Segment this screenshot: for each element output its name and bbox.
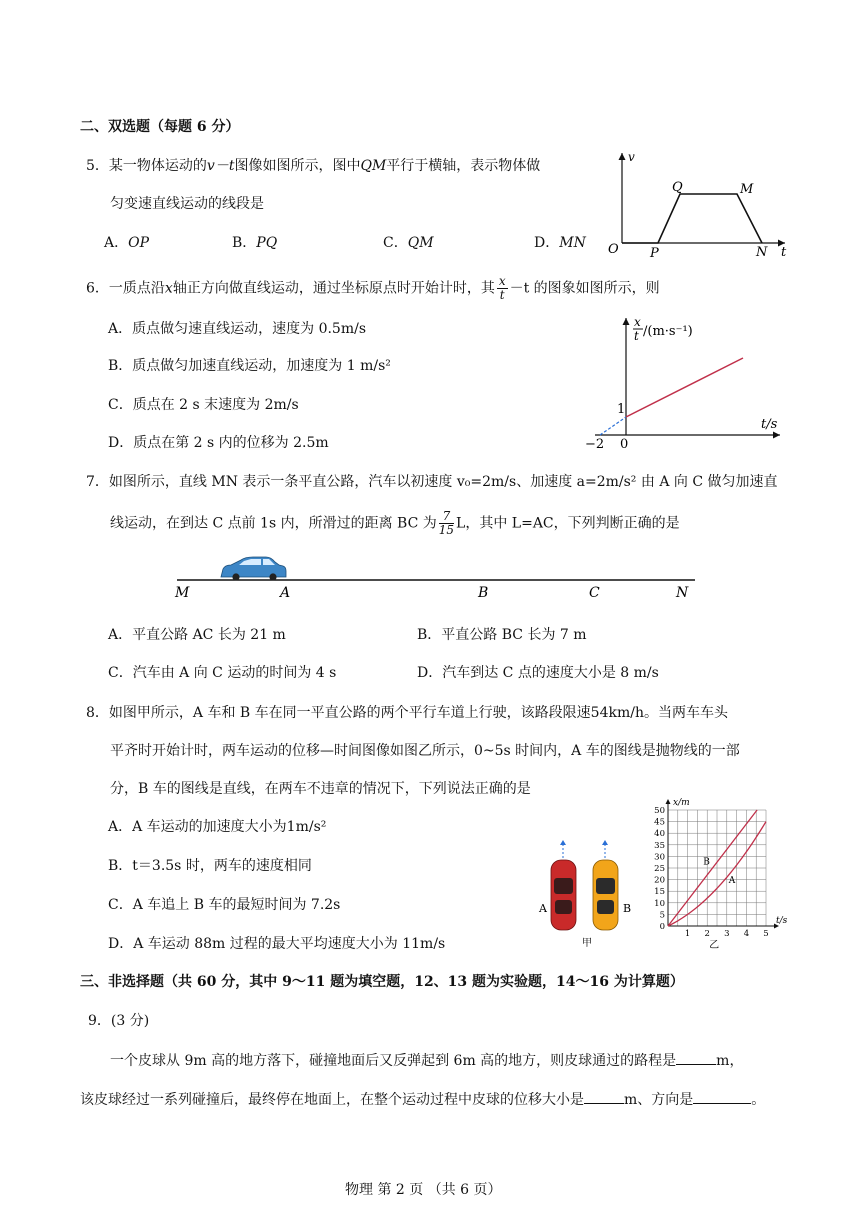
point-b: B [478,585,489,601]
line-a-label: A [728,876,736,887]
y-tick-label: 5 [659,910,665,921]
chart-grid [668,810,766,926]
answer-blank[interactable] [676,1064,716,1065]
y-intercept-label: 1 [617,402,626,417]
fraction-x-over-t: $\frac{x}{t}$ [498,274,506,302]
origin-label: O [608,242,619,257]
section-title: 二、双选题（每题 6 分） [80,119,240,135]
road-diagram [165,553,705,603]
x-tick-label: 5 [763,929,769,939]
y-tick-label: 15 [654,887,665,898]
caption-yi: 乙 [709,940,720,950]
option-b: B．PQ [232,235,278,251]
v-label: v [628,150,635,164]
question-7-stem-line2: 线运动，在到达 C 点前 1s 内，所滑过的距离 BC 为 $\frac{7}{15}$ L，其中 L=AC，下列判断正确的是 [110,509,680,537]
section-title: 三、非选择题（共 60 分，其中 9～11 题为填空题，12、13 题为实验题，14～16 为计算题） [80,974,684,990]
option-c: C．QM [383,235,434,251]
car-a-icon [551,860,576,930]
chart-axes [666,799,780,929]
question-6-stem: 6．一质点沿x轴正方向做直线运动，通过坐标原点时开始计时，其 $\frac{x}{t}$ －t 的图象如图所示，则 [86,274,660,302]
option-b: B．t＝3.5s 时，两车的速度相同 [108,858,312,874]
y-unit-label: /(m·s⁻¹) [643,324,693,339]
y-axis-label: x/m [673,798,690,808]
figure-jia [533,838,643,950]
point-n: N [676,585,689,601]
line-b-label: B [703,857,710,868]
option-d: D．质点在第 2 s 内的位移为 2.5m [108,435,329,451]
option-b: B．平直公路 BC 长为 7 m [417,627,587,643]
question-8-stem-line2: 平齐时开始计时，两车运动的位移—时间图像如图乙所示，0~5s 时间内，A 车的图线是抛物线的一部 [110,743,740,759]
y-tick-label: 35 [654,840,665,851]
vt-graph [600,145,800,263]
question-9-header: 9．(3 分) [88,1013,150,1029]
x-axis-label: t/s [776,916,788,926]
y-tick-label: 0 [659,922,665,932]
t-label: t [781,245,787,260]
option-a: A．A 车运动的加速度大小为1m/s² [108,819,327,835]
point-m: M [175,585,190,601]
caption-jia: 甲 [582,938,592,949]
y-tick-label: 20 [654,875,665,886]
x-tick-label: 2 [704,929,710,939]
point-p: P [650,246,659,261]
answer-blank[interactable] [584,1103,624,1104]
question-7-stem: 7．如图所示，直线 MN 表示一条平直公路，汽车以初速度 v₀=2m/s、加速度 a=2m/s² 由 A 向 C 做匀加速直 [86,474,778,490]
car-b-icon [593,860,618,930]
vt-line [622,194,762,243]
x-tick-label: 3 [724,929,730,939]
option-b: B．质点做匀加速直线运动，加速度为 1 m/s² [108,358,391,374]
question-number: 5． [86,158,109,174]
y-axis-arrow [666,799,671,804]
option-c: C．质点在 2 s 末速度为 2m/s [108,397,299,413]
x-label: t/s [761,417,778,432]
origin-label: 0 [620,437,629,452]
question-9-line1: 一个皮球从 9m 高的地方落下，碰撞地面后又反弹起到 6m 高的地方，则皮球通过的路程是 m， [110,1053,744,1069]
question-8-stem-line3: 分，B 车的图线是直线，在两车不违章的情况下，下列说法正确的是 [110,781,531,797]
svg-text:x: x [634,315,641,329]
point-a: A [280,585,291,601]
y-tick-label: 30 [654,852,665,863]
option-d: D．汽车到达 C 点的速度大小是 8 m/s [417,665,659,681]
option-a: A．OP [104,235,150,251]
y-tick-label: 10 [654,898,665,909]
answer-blank[interactable] [693,1103,751,1104]
question-5-stem: 5．某一物体运动的v－t图像如图所示，图中QM平行于横轴，表示物体做 [86,158,541,174]
car-a-label: A [539,902,547,915]
option-c: C．汽车由 A 向 C 运动的时间为 4 s [108,665,337,681]
point-n: N [756,245,768,260]
data-line [626,358,743,417]
car-icon [221,557,286,581]
question-9-line2: 该皮球经过一系列碰撞后，最终停在地面上，在整个运动过程中皮球的位移大小是 m、方向是 。 [80,1092,766,1108]
extension-dashed [600,417,626,435]
option-a: A．平直公路 AC 长为 21 m [108,627,286,643]
x-intercept-label: −2 [585,437,605,452]
option-d: D．A 车运动 88m 过程的最大平均速度大小为 11m/s [108,936,446,952]
page-footer: 物理 第 2 页 （共 6 页） [345,1182,502,1198]
y-tick-label: 25 [654,864,665,874]
option-c: C．A 车追上 B 车的最短时间为 7.2s [108,897,341,913]
option-d: D．MN [534,235,586,251]
question-8-stem: 8．如图甲所示，A 车和 B 车在同一平直公路的两个平行车道上行驶，该路段限速54km/h。当两车车头 [86,705,728,721]
option-a: A．质点做匀速直线运动，速度为 0.5m/s [108,321,367,337]
fraction-7-15: $\frac{7}{15}$ [438,509,455,537]
point-c: C [589,585,600,601]
point-m: M [740,182,754,197]
x-tick-label: 1 [684,929,691,939]
y-tick-label: 45 [654,817,665,828]
y-tick-label: 50 [654,806,665,816]
car-b-label: B [623,902,632,915]
chart-ticks [654,806,769,939]
figure-yi-chart [648,796,794,950]
x-tick-label: 4 [743,929,750,939]
svg-text:t: t [634,329,639,343]
question-5-stem-line2: 匀变速直线运动的线段是 [110,196,264,212]
y-tick-label: 40 [654,829,665,840]
xt-over-t-graph [575,310,790,458]
point-q: Q [672,180,683,195]
